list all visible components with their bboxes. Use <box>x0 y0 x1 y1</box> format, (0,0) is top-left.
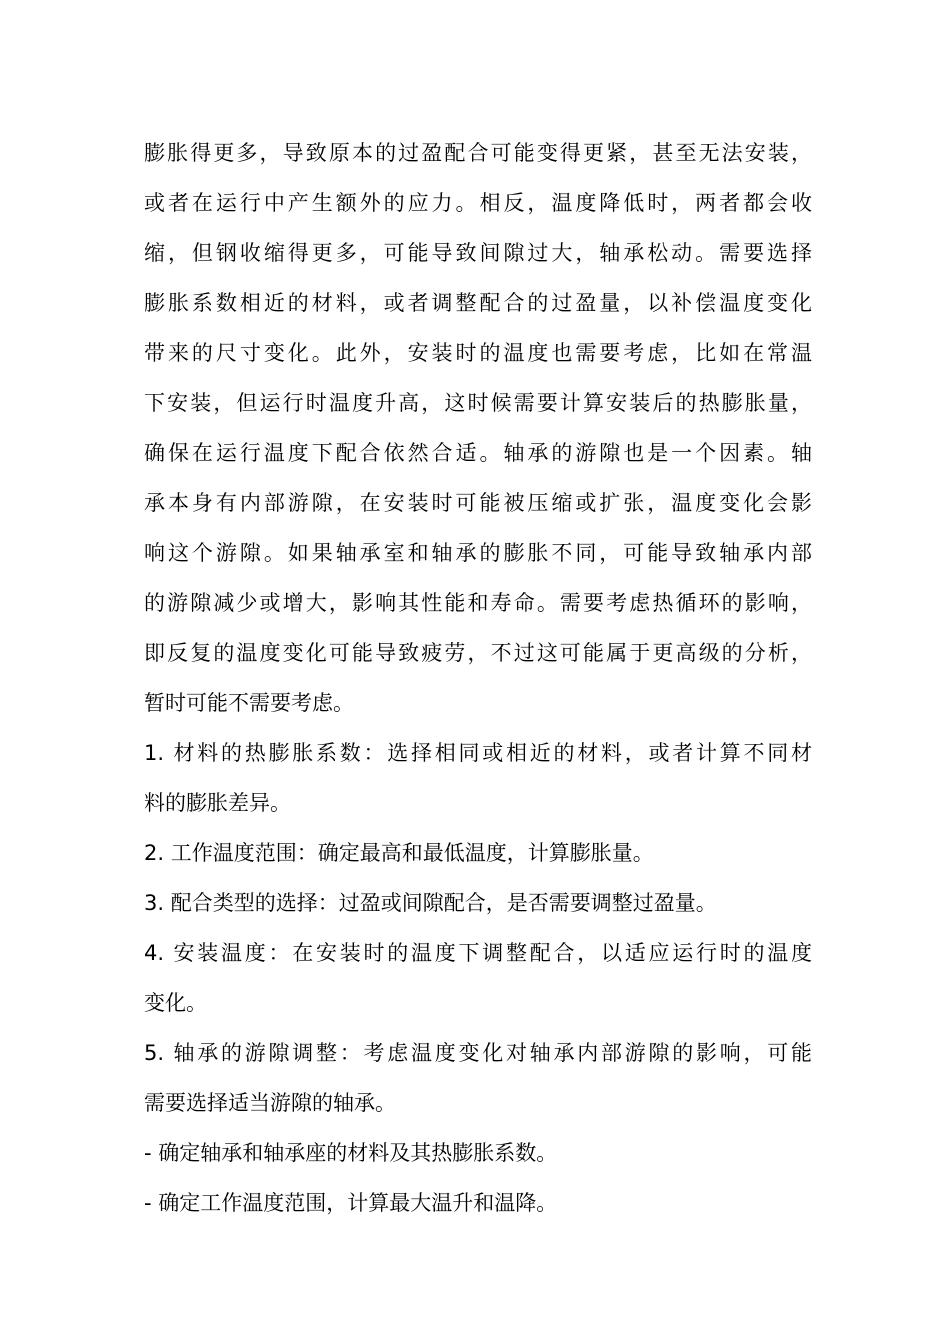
paragraph-line: 带来的尺寸变化。此外，安装时的温度也需要考虑，比如在常温 <box>144 341 812 365</box>
numbered-item-5 <box>144 1028 812 1128</box>
paragraph-line: 缩，但钢收缩得更多，可能导致间隙过大，轴承松动。需要选择 <box>144 241 812 265</box>
paragraph-line: 承本身有内部游隙，在安装时可能被压缩或扩张，温度变化会影 <box>144 491 812 515</box>
paragraph-line: 膨胀系数相近的材料，或者调整配合的过盈量，以补偿温度变化 <box>144 291 812 315</box>
numbered-item-line: 2. 工作温度范围：确定最高和最低温度，计算膨胀量。 <box>144 841 654 865</box>
numbered-item-3 <box>144 878 812 928</box>
document-body <box>144 128 812 1228</box>
numbered-item-2 <box>144 828 812 878</box>
numbered-item-line: 5. 轴承的游隙调整：考虑温度变化对轴承内部游隙的影响，可能 <box>144 1041 812 1065</box>
numbered-item-4 <box>144 928 812 1028</box>
numbered-item-line: 变化。 <box>144 991 207 1015</box>
paragraph-line: 下安装，但运行时温度升高，这时候需要计算安装后的热膨胀量， <box>144 391 812 415</box>
paragraph-line: 即反复的温度变化可能导致疲劳，不过这可能属于更高级的分析， <box>144 641 812 665</box>
paragraph-line: 膨胀得更多，导致原本的过盈配合可能变得更紧，甚至无法安装， <box>144 141 812 165</box>
paragraph-line: 或者在运行中产生额外的应力。相反，温度降低时，两者都会收 <box>144 191 812 215</box>
numbered-list <box>144 728 812 1128</box>
paragraph-line: 响这个游隙。如果轴承室和轴承的膨胀不同，可能导致轴承内部 <box>144 541 812 565</box>
numbered-item-line: 4. 安装温度：在安装时的温度下调整配合，以适应运行时的温度 <box>144 941 812 965</box>
numbered-item-line: 需要选择适当游隙的轴承。 <box>144 1091 396 1115</box>
dash-item: - 确定工作温度范围，计算最大温升和温降。 <box>144 1191 558 1215</box>
dash-list <box>144 1128 812 1228</box>
paragraph-line: 确保在运行温度下配合依然合适。轴承的游隙也是一个因素。轴 <box>144 441 812 465</box>
dash-item: - 确定轴承和轴承座的材料及其热膨胀系数。 <box>144 1141 558 1165</box>
numbered-item-line: 料的膨胀差异。 <box>144 791 291 815</box>
body-paragraph <box>144 128 812 728</box>
numbered-item-line: 1. 材料的热膨胀系数：选择相同或相近的材料，或者计算不同材 <box>144 741 812 765</box>
paragraph-line: 暂时可能不需要考虑。 <box>144 691 354 715</box>
numbered-item-1 <box>144 728 812 828</box>
numbered-item-line: 3. 配合类型的选择：过盈或间隙配合，是否需要调整过盈量。 <box>144 891 717 915</box>
paragraph-line: 的游隙减少或增大，影响其性能和寿命。需要考虑热循环的影响， <box>144 591 812 615</box>
